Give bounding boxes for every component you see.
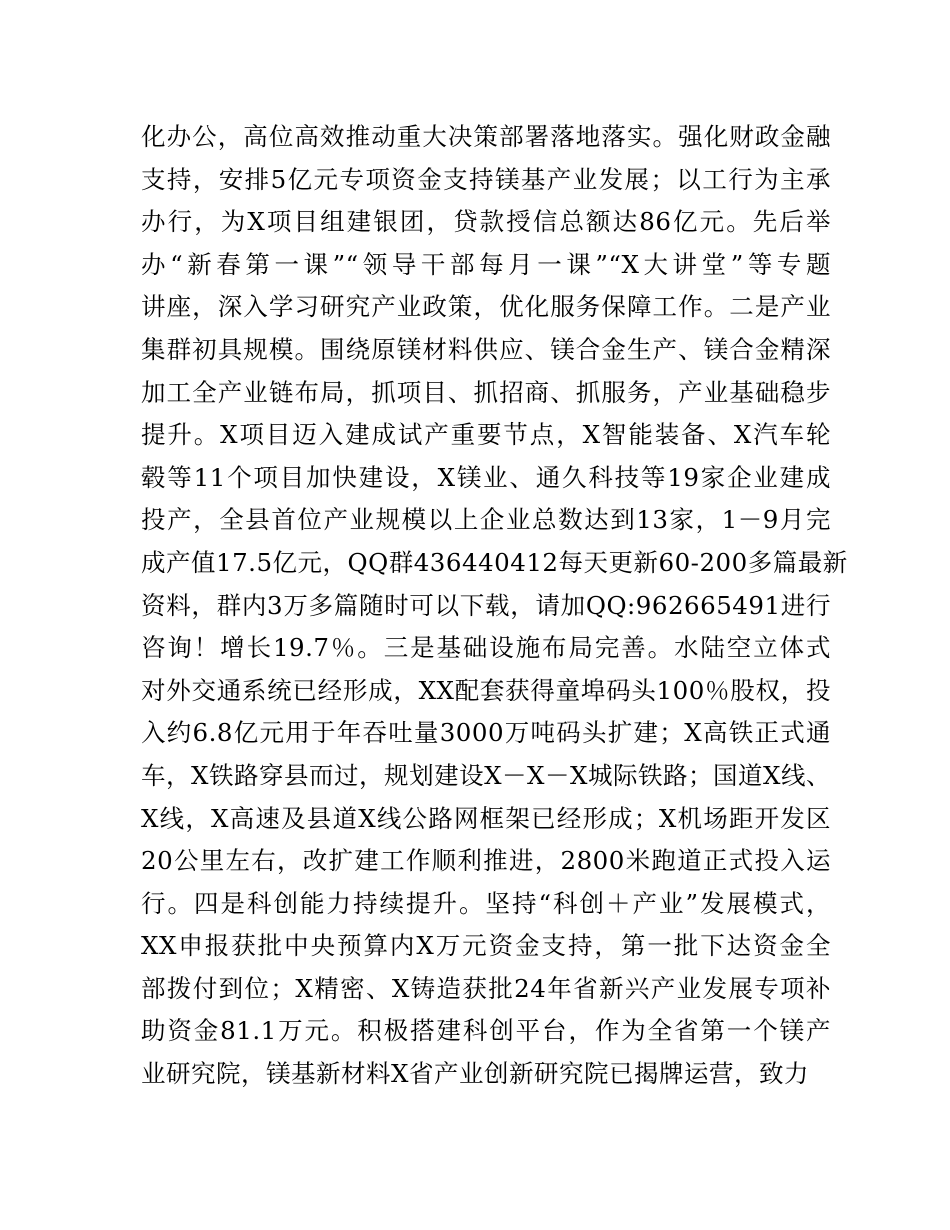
text-line: 办“新春第一课”“领导干部每月一课”“X大讲堂”等专题 xyxy=(141,249,831,279)
text-line: 加工全产业链布局，抓项目、抓招商、抓服务，产业基础稳步 xyxy=(141,377,831,407)
text-line: XX申报获批中央预算内X万元资金支持，第一批下达资金全 xyxy=(141,931,831,961)
text-line: 讲座，深入学习研究产业政策，优化服务保障工作。二是产业 xyxy=(141,292,831,322)
text-line: 成产值17.5亿元，QQ群436440412每天更新60-200多篇最新 xyxy=(141,547,848,577)
text-line: 支持，安排5亿元专项资金支持镁基产业发展；以工行为主承 xyxy=(141,164,831,194)
text-line: X线，X高速及县道X线公路网框架已经形成；X机场距开发区 xyxy=(141,803,831,833)
text-line: 集群初具规模。围绕原镁材料供应、镁合金生产、镁合金精深 xyxy=(141,334,831,364)
text-line: 助资金81.1万元。积极搭建科创平台，作为全省第一个镁产 xyxy=(141,1016,831,1046)
body-text xyxy=(141,116,848,1096)
text-line: 对外交通系统已经形成，XX配套获得童埠码头100％股权，投 xyxy=(141,675,831,705)
text-line: 部拨付到位；X精密、X铸造获批24年省新兴产业发展专项补 xyxy=(141,973,831,1003)
text-line: 毂等11个项目加快建设，X镁业、通久科技等19家企业建成 xyxy=(141,462,831,492)
text-line: 入约6.8亿元用于年吞吐量3000万吨码头扩建；X高铁正式通 xyxy=(141,718,831,748)
text-line: 咨询！增长19.7％。三是基础设施布局完善。水陆空立体式 xyxy=(141,633,831,663)
text-line: 20公里左右，改扩建工作顺利推进，2800米跑道正式投入运 xyxy=(141,846,831,876)
text-line: 办行，为X项目组建银团，贷款授信总额达86亿元。先后举 xyxy=(141,207,831,237)
text-line: 车，X铁路穿县而过，规划建设X－X－X城际铁路；国道X线、 xyxy=(141,760,831,790)
text-line: 化办公，高位高效推动重大决策部署落地落实。强化财政金融 xyxy=(141,122,831,151)
text-line: 行。四是科创能力持续提升。坚持“科创＋产业”发展模式， xyxy=(141,888,831,918)
text-line: 提升。X项目迈入建成试产重要节点，X智能装备、X汽车轮 xyxy=(141,420,831,450)
text-line: 资料，群内3万多篇随时可以下载，请加QQ:962665491进行 xyxy=(141,590,831,620)
text-line: 投产，全县首位产业规模以上企业总数达到13家，1－9月完 xyxy=(141,505,831,535)
text-line: 业研究院，镁基新材料X省产业创新研究院已揭牌运营，致力 xyxy=(141,1059,809,1089)
